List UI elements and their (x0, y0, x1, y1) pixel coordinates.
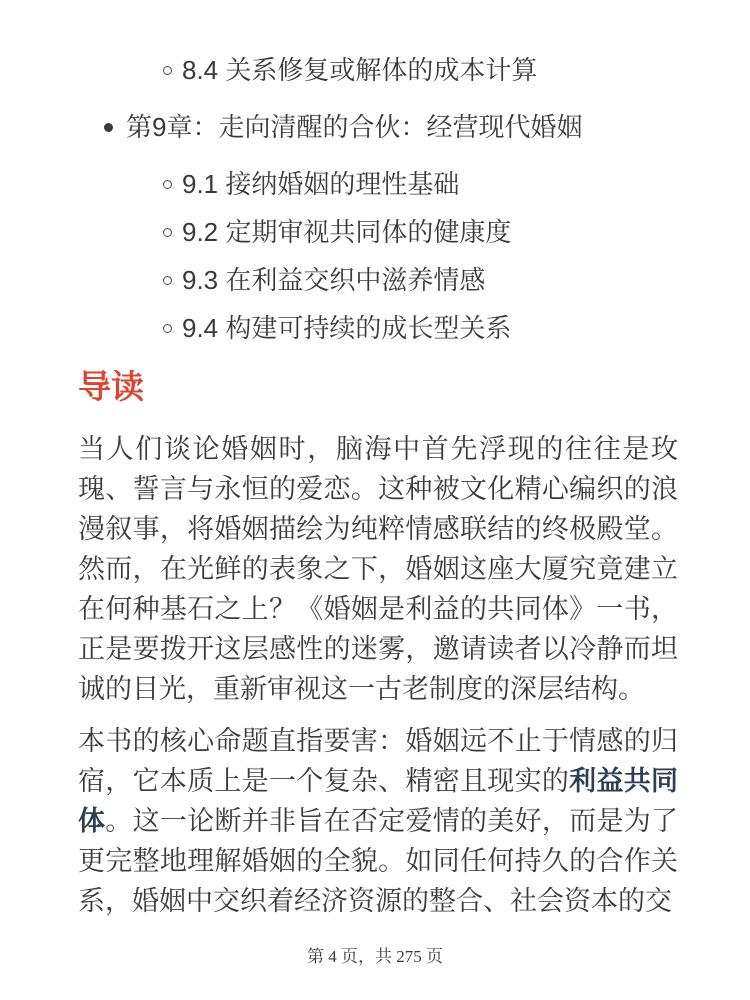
circle-bullet-icon (163, 228, 172, 237)
circle-bullet-icon (163, 324, 172, 333)
intro-paragraph-2 (78, 721, 678, 921)
toc-item-chapter (78, 111, 678, 144)
toc-item (78, 168, 678, 201)
toc-item (78, 54, 678, 87)
toc-item-label: 9.4 构建可持续的成长型关系 (182, 313, 512, 343)
intro-paragraph-1: 当人们谈论婚姻时，脑海中首先浮现的往往是玫瑰、誓言与永恒的爱恋。这种被文化精心编织的浪漫叙事，将婚姻描绘为纯粹情感联结的终极殿堂。然而，在光鲜的表象之下，婚姻这座大厦究竟建立在何种基石之上？《婚姻是利益的共同体》一书，正是要拨开这层感性的迷雾，邀请读者以冷静而坦诚的目光，重新审视这一古老制度的深层结构。 (78, 434, 678, 704)
toc-item-label: 8.4 关系修复或解体的成本计算 (182, 55, 538, 85)
toc-item (78, 264, 678, 297)
circle-bullet-icon (163, 66, 172, 75)
circle-bullet-icon (163, 276, 172, 285)
disc-bullet-icon (104, 123, 113, 132)
section-heading: 导读 (78, 368, 144, 405)
page-footer (0, 942, 750, 967)
toc-item-label: 9.3 在利益交织中滋养情感 (182, 265, 486, 295)
paragraph-text: 。这一论断并非旨在否定爱情的美好，而是为了更完整地理解婚姻的全貌。如同任何持久的合作关系，婚姻中交织着经济资源的整合、社会资本的交 (78, 806, 679, 916)
toc-item-label: 9.1 接纳婚姻的理性基础 (182, 169, 460, 199)
highlighted-term: 利益共同体 (78, 766, 679, 836)
circle-bullet-icon (163, 180, 172, 189)
toc-list (78, 54, 678, 345)
toc-item (78, 312, 678, 345)
toc-item-label: 9.2 定期审视共同体的健康度 (182, 217, 512, 247)
page-number-label: 第 4 页，共 275 页 (307, 947, 443, 966)
toc-item-label: 第9章：走向清醒的合伙：经营现代婚姻 (126, 112, 583, 142)
toc-item (78, 216, 678, 249)
paragraph-text: 本书的核心命题直指要害：婚姻远不止于情感的归宿，它本质上是一个复杂、精密且现实的 (78, 726, 678, 796)
